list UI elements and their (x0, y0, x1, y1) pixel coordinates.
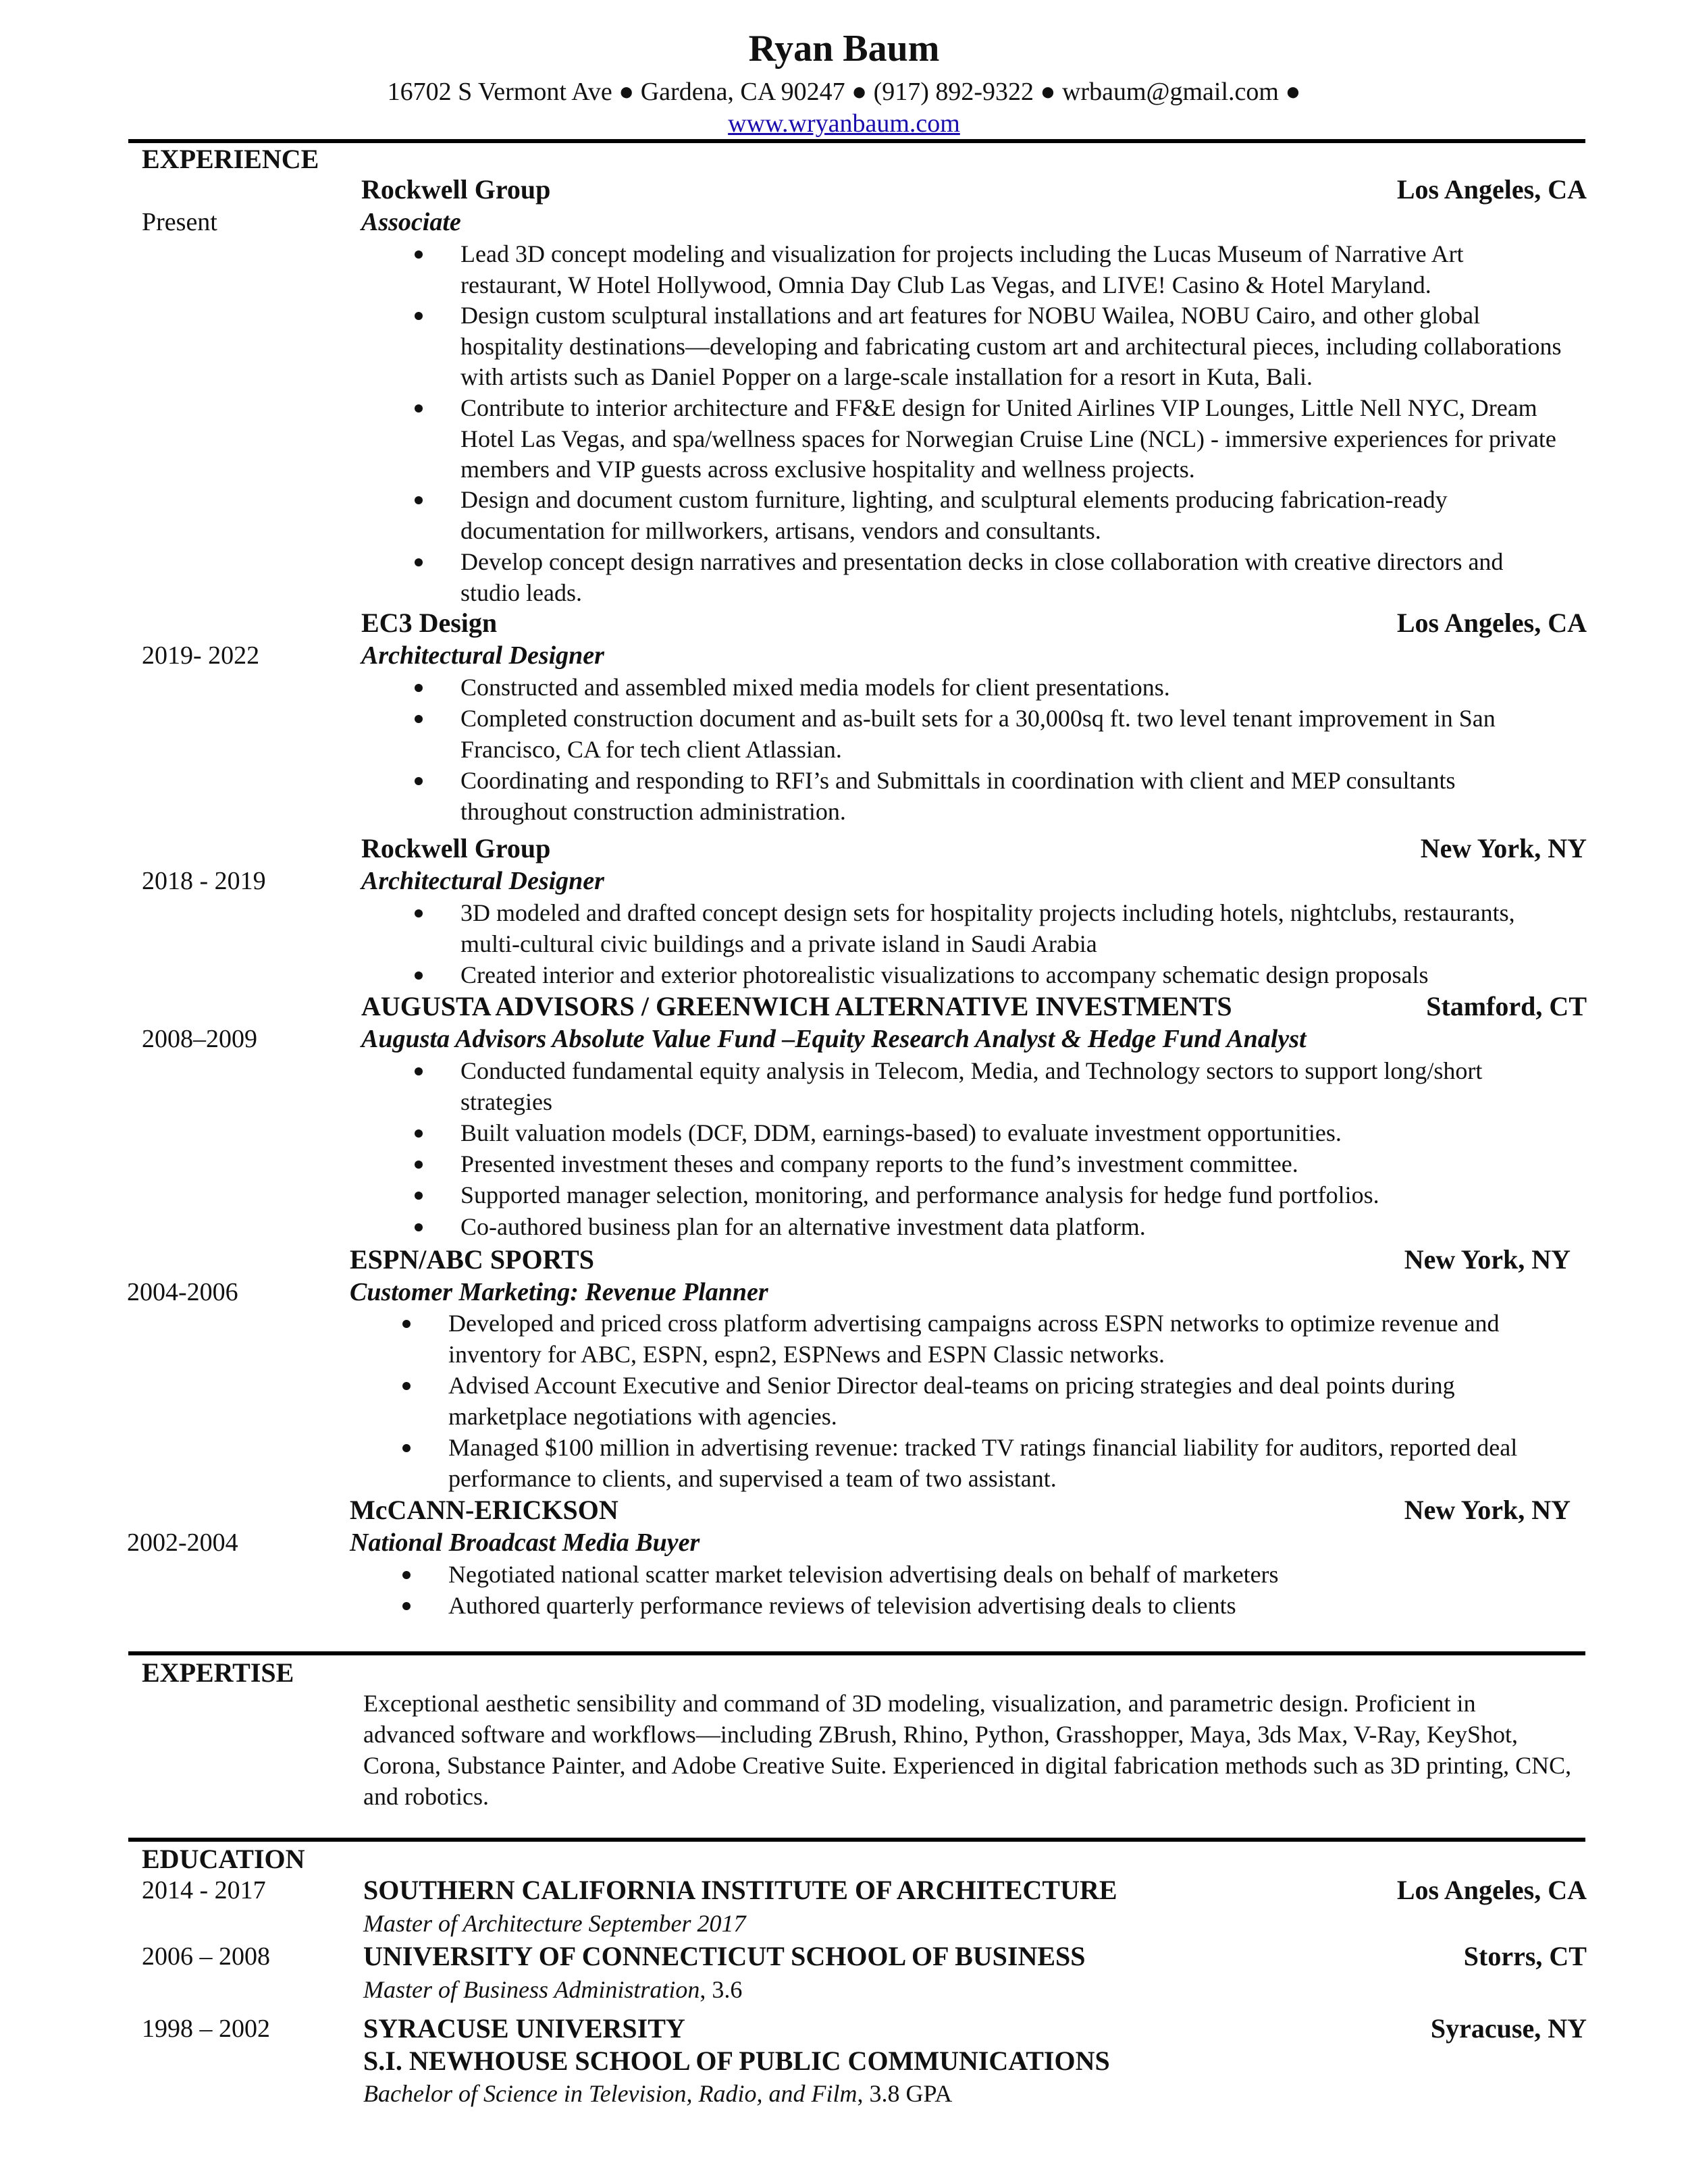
edu-date: 2014 - 2017 (142, 1876, 266, 1905)
job-bullet: Develop concept design narratives and presentation decks in close collaboration with creative directors and studio leads. (460, 547, 1568, 608)
edu-date: 2006 – 2008 (142, 1942, 270, 1971)
education-heading: EDUCATION (142, 1844, 305, 1874)
job-bullet: Presented investment theses and company reports to the fund’s investment committee. (460, 1149, 1568, 1180)
edu-degree: Bachelor of Science in Television, Radio, and Film (363, 2080, 858, 2107)
job-location: Los Angeles, CA (1396, 174, 1587, 205)
job-location: Stamford, CT (1426, 991, 1587, 1021)
edu-school: SOUTHERN CALIFORNIA INSTITUTE OF ARCHITECTURE (363, 1875, 1117, 1905)
job-bullet: Authored quarterly performance reviews of television advertising deals to clients (448, 1591, 1562, 1622)
expertise-heading: EXPERTISE (142, 1657, 294, 1688)
job-org: McCANN-ERICKSON (350, 1495, 618, 1525)
edu-degree-row (363, 2078, 952, 2109)
job-role: Architectural Designer (361, 867, 604, 895)
resume-name: Ryan Baum (748, 28, 940, 70)
website-link[interactable]: www.wryanbaum.com (728, 109, 960, 138)
job-org: Rockwell Group (361, 174, 551, 205)
job-bullet: Design and document custom furniture, lighting, and sculptural elements producing fabrication-ready documentation for millworkers, artisans, vendors and consultants. (460, 485, 1568, 546)
job-bullet: Developed and priced cross platform advertising campaigns across ESPN networks to optimize revenue and inventory for ABC, ESPN, espn2, ESPNews and ESPN Classic networks. (448, 1308, 1562, 1370)
job-org: EC3 Design (361, 608, 498, 638)
edu-school-sub: S.I. NEWHOUSE SCHOOL OF PUBLIC COMMUNICATIONS (363, 2046, 1110, 2076)
edu-degree-row (363, 1974, 742, 2005)
job-bullet: Negotiated national scatter market television advertising deals on behalf of marketers (448, 1560, 1562, 1591)
job-bullet: Conducted fundamental equity analysis in Telecom, Media, and Technology sectors to support long/short strategies (460, 1056, 1568, 1117)
job-role: Architectural Designer (361, 641, 604, 670)
job-bullet: Lead 3D concept modeling and visualization for projects including the Lucas Museum of Narrative Art restaurant, W Hotel Hollywood, Omnia Day Club Las Vegas, and LIVE! Casino & Hotel Maryland. (460, 239, 1568, 300)
job-bullet: Advised Account Executive and Senior Director deal-teams on pricing strategies and deal points during marketplace negotiations with agencies. (448, 1370, 1562, 1432)
job-bullet: Coordinating and responding to RFI’s and Submittals in coordination with client and MEP consultants throughout construction administration. (460, 766, 1568, 827)
job-bullet: 3D modeled and drafted concept design sets for hospitality projects including hotels, nightclubs, restaurants, multi-cultural civic buildings and a private island in Saudi Arabia (460, 898, 1568, 959)
edu-degree: Master of Architecture September 2017 (363, 1910, 746, 1937)
edu-grade: , 3.6 (700, 1976, 743, 2003)
job-date: Present (142, 208, 217, 236)
job-role: Customer Marketing: Revenue Planner (350, 1278, 768, 1306)
job-bullet: Managed $100 million in advertising revenue: tracked TV ratings financial liability for auditors, reported deal performance to clients, and supervised a team of two assistant. (448, 1433, 1562, 1494)
job-bullet: Constructed and assembled mixed media models for client presentations. (460, 672, 1568, 703)
job-bullet: Completed construction document and as-built sets for a 30,000sq ft. two level tenant improvement in San Francisco, CA for tech client Atlassian. (460, 703, 1568, 765)
edu-degree: Master of Business Administration (363, 1976, 700, 2003)
job-location: New York, NY (1404, 1244, 1571, 1275)
job-bullet: Design custom sculptural installations and art features for NOBU Wailea, NOBU Cairo, and other global hospitality destinations—developing and fabricating custom art and architectural pieces, including collaborations with artists such as Daniel Popper on a large-scale installation for a resort in Kuta, Bali. (460, 300, 1568, 393)
job-bullet: Created interior and exterior photorealistic visualizations to accompany schematic design proposals (460, 960, 1568, 991)
experience-heading: EXPERIENCE (142, 144, 319, 174)
edu-school: UNIVERSITY OF CONNECTICUT SCHOOL OF BUSINESS (363, 1941, 1086, 1971)
job-date: 2008–2009 (142, 1025, 257, 1053)
job-date: 2019- 2022 (142, 641, 260, 670)
job-date: 2018 - 2019 (142, 867, 266, 895)
job-location: New York, NY (1404, 1495, 1571, 1525)
job-location: Los Angeles, CA (1396, 608, 1587, 638)
section-divider (128, 139, 1585, 143)
edu-location: Storrs, CT (1463, 1941, 1587, 1971)
edu-date: 1998 – 2002 (142, 2015, 270, 2043)
job-bullet: Co-authored business plan for an alternative investment data platform. (460, 1212, 1568, 1243)
job-role: Augusta Advisors Absolute Value Fund –Equity Research Analyst & Hedge Fund Analyst (361, 1025, 1307, 1053)
edu-location: Syracuse, NY (1430, 2013, 1587, 2044)
section-divider (128, 1838, 1585, 1842)
job-org: AUGUSTA ADVISORS / GREENWICH ALTERNATIVE INVESTMENTS (361, 991, 1232, 1021)
job-bullet: Supported manager selection, monitoring, and performance analysis for hedge fund portfolios. (460, 1180, 1568, 1211)
job-bullet: Built valuation models (DCF, DDM, earnings-based) to evaluate investment opportunities. (460, 1118, 1568, 1149)
job-org: Rockwell Group (361, 833, 551, 863)
edu-location: Los Angeles, CA (1396, 1875, 1587, 1905)
job-location: New York, NY (1420, 833, 1587, 863)
edu-school: SYRACUSE UNIVERSITY (363, 2013, 685, 2044)
job-bullet: Contribute to interior architecture and FF&E design for United Airlines VIP Lounges, Little Nell NYC, Dream Hotel Las Vegas, and spa/wellness spaces for Norwegian Cruise Line (NCL) - immersive experiences for private members and VIP guests across exclusive hospitality and wellness projects. (460, 393, 1568, 485)
contact-line: 16702 S Vermont Ave ● Gardena, CA 90247 ● (917) 892-9322 ● wrbaum@gmail.com ● (387, 78, 1301, 106)
section-divider (128, 1651, 1585, 1655)
job-role: National Broadcast Media Buyer (350, 1528, 700, 1557)
job-role: Associate (361, 208, 461, 236)
job-date: 2002-2004 (127, 1528, 238, 1557)
expertise-text: Exceptional aesthetic sensibility and command of 3D modeling, visualization, and parametric design. Proficient in advanced software and workflows—including ZBrush, Rhino, Python, Grasshopper, Maya, 3ds Max, V-Ray, KeyShot, Corona, Substance Painter, and Adobe Creative Suite. Experienced in digital fabrication methods such as 3D printing, CNC, and robotics. (363, 1690, 1572, 1810)
edu-grade: , 3.8 GPA (857, 2080, 953, 2107)
website-row (0, 108, 1688, 139)
job-date: 2004-2006 (127, 1278, 238, 1306)
job-org: ESPN/ABC SPORTS (350, 1244, 595, 1275)
